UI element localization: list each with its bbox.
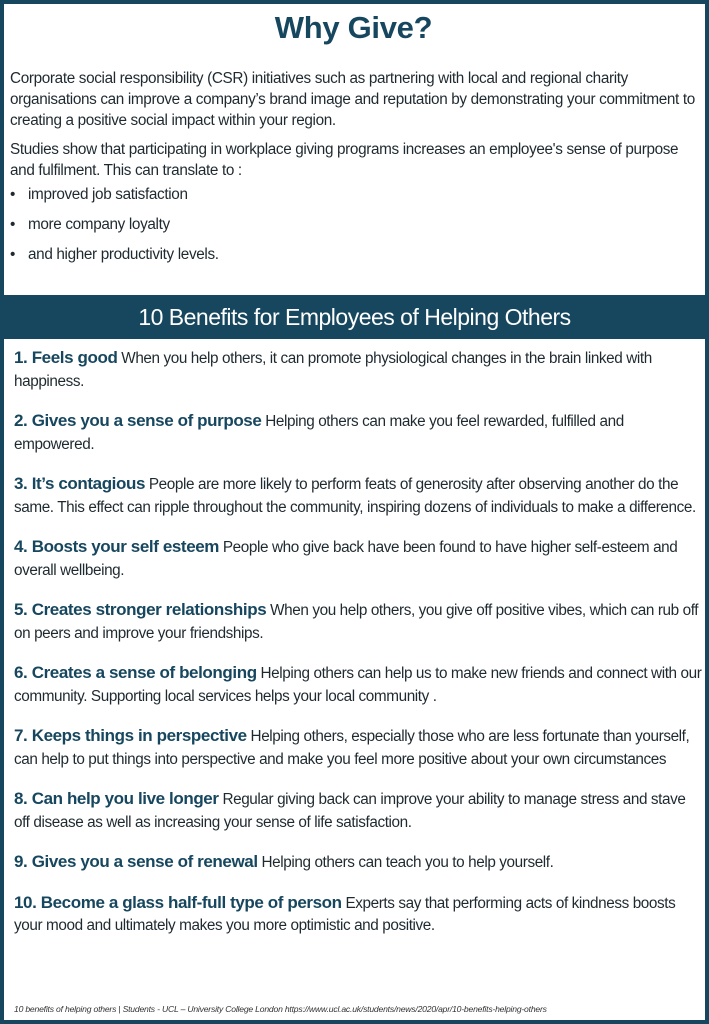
list-item: • improved job satisfaction: [10, 186, 188, 203]
source-citation: 10 benefits of helping others | Students - UCL – University College London https://www.ucl.ac.uk/students/news/2020/apr/10-benefits-helping-others: [14, 1004, 547, 1014]
benefit-heading: 4. Boosts your self esteem: [14, 537, 220, 556]
benefit-text: Helping others can help us to make new friends and connect with our community. Supporting local services helps your local community .: [14, 665, 702, 705]
benefit-heading: 8. Can help you live longer: [14, 789, 219, 808]
benefits-list: [14, 347, 702, 955]
benefit-text: When you help others, you give off positive vibes, which can rub off on peers and improve your friendships.: [14, 602, 699, 642]
benefit-item-8: [14, 788, 702, 834]
benefit-heading: 6. Creates a sense of belonging: [14, 663, 257, 682]
benefit-item-4: [14, 536, 702, 582]
benefit-item-2: [14, 410, 702, 456]
benefit-item-9: [14, 851, 702, 875]
benefit-heading: 7. Keeps things in perspective: [14, 726, 247, 745]
bullet-icon: •: [10, 246, 16, 263]
benefit-heading: 10. Become a glass half-full type of person: [14, 892, 342, 912]
list-item: • and higher productivity levels.: [10, 246, 219, 263]
benefit-item-10: [14, 892, 702, 938]
intro-paragraph-csr: Corporate social responsibility (CSR) initiatives such as partnering with local and regional charity organisations can improve a company’s brand image and reputation by demonstrating your commitment to creating a positive social impact within your region.: [10, 70, 695, 129]
benefit-item-3: [14, 473, 702, 519]
benefit-text: Experts say that performing acts of kindness boosts your mood and ultimately makes you more optimistic and positive.: [14, 894, 676, 934]
benefit-heading: 9. Gives you a sense of renewal: [14, 852, 258, 871]
benefit-text: Helping others can teach you to help yourself.: [257, 854, 554, 871]
benefit-item-7: [14, 725, 702, 771]
benefit-text: Regular giving back can improve your ability to manage stress and stave off disease as well as increasing your sense of life satisfaction.: [14, 791, 686, 831]
benefit-text: People who give back have been found to have higher self-esteem and overall wellbeing.: [14, 539, 678, 579]
benefit-text: People are more likely to perform feats of generosity after observing another do the same. This effect can ripple throughout the community, inspiring dozens of individuals to make a difference.: [14, 476, 696, 516]
benefit-text: Helping others, especially those who are less fortunate than yourself, can help to put things into perspective and make you feel more positive about your own circumstances: [14, 728, 690, 768]
benefit-text: When you help others, it can promote physiological changes in the brain linked with happiness.: [14, 350, 652, 390]
page-title: Why Give?: [274, 10, 433, 45]
benefit-heading: 2. Gives you a sense of purpose: [14, 411, 262, 430]
benefit-bullet-list: [10, 184, 697, 265]
benefit-heading: 1. Feels good: [14, 348, 118, 367]
benefits-section-header: 10 Benefits for Employees of Helping Others: [0, 295, 709, 339]
bullet-icon: •: [10, 216, 16, 233]
benefit-text: Helping others can make you feel rewarded, fulfilled and empowered.: [14, 413, 624, 453]
intro-paragraph-studies: Studies show that participating in workplace giving programs increases an employee's sense of purpose and fulfilment. This can translate to :: [10, 141, 679, 179]
benefit-heading: 3. It’s contagious: [14, 474, 146, 493]
list-item: • more company loyalty: [10, 216, 170, 233]
benefit-item-6: [14, 662, 702, 708]
bullet-icon: •: [10, 186, 16, 203]
benefit-item-5: [14, 599, 702, 645]
benefit-heading: 5. Creates stronger relationships: [14, 600, 267, 619]
benefit-item-1: [14, 347, 702, 393]
